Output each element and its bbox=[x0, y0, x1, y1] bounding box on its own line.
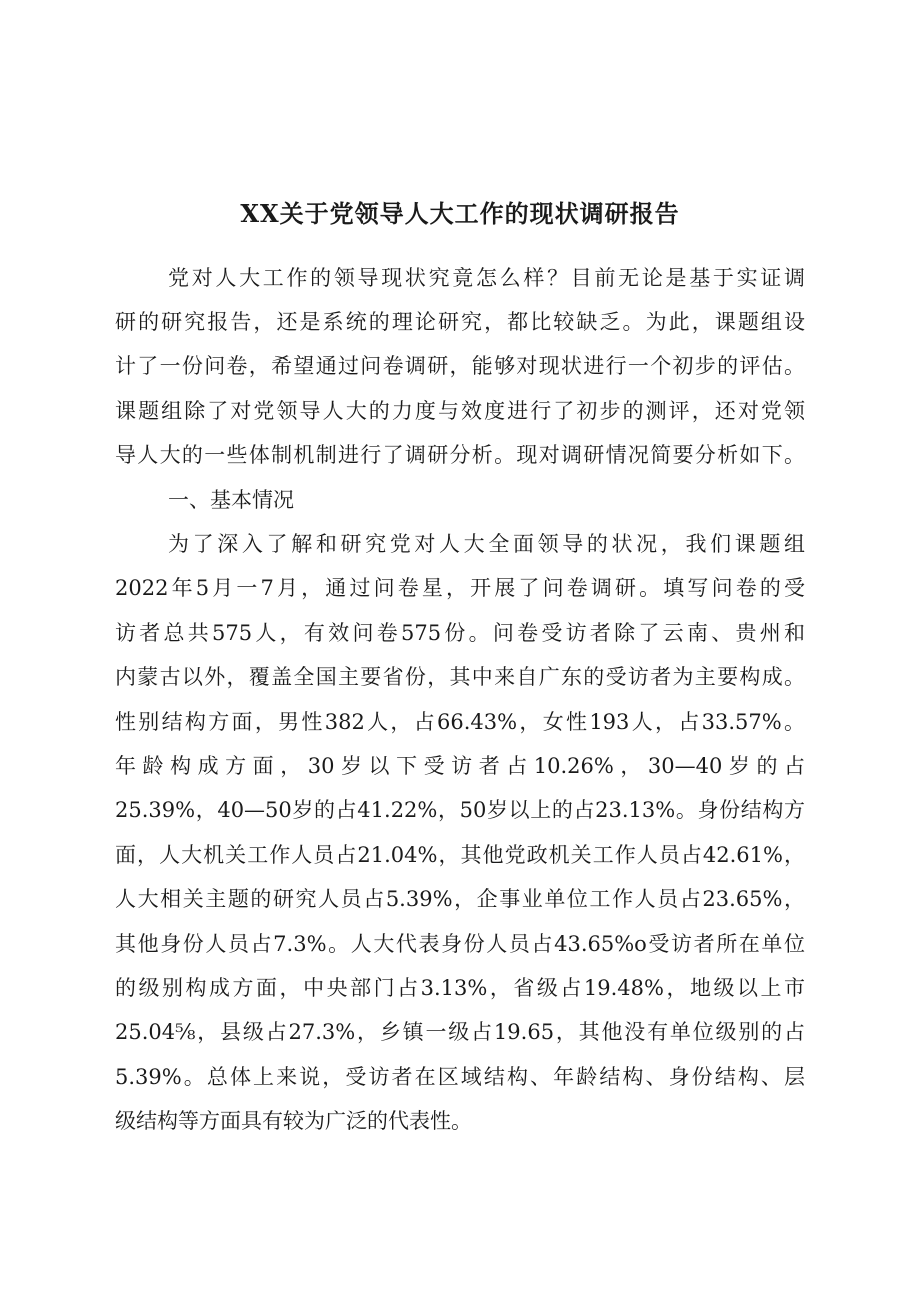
section-heading: 一、基本情况 bbox=[168, 488, 294, 512]
body-line-5: 性别结构方面，男性382人，占66.43%，女性193人，占33.57%。 bbox=[115, 710, 805, 734]
body-line-9: 人大相关主题的研究人员占5.39%，企事业单位工作人员占23.65%， bbox=[115, 887, 805, 911]
intro-line-2: 研的研究报告，还是系统的理论研究，都比较缺乏。为此，课题组设 bbox=[115, 310, 805, 334]
body-line-7: 25.39%，40—50岁的占41.22%，50岁以上的占23.13%。身份结构方 bbox=[115, 798, 805, 822]
intro-line-1: 党对人大工作的领导现状究竟怎么样？目前无论是基于实证调 bbox=[168, 266, 805, 290]
body-line-8: 面，人大机关工作人员占21.04%，其他党政机关工作人员占42.61%， bbox=[115, 843, 805, 867]
intro-line-5: 导人大的一些体制机制进行了调研分析。现对调研情况简要分析如下。 bbox=[115, 443, 805, 467]
body-line-14: 级结构等方面具有较为广泛的代表性。 bbox=[115, 1109, 472, 1133]
body-line-12: 25.04⅝，县级占27.3%，乡镇一级占19.65，其他没有单位级别的占 bbox=[115, 1020, 805, 1044]
body-line-1: 为了深入了解和研究党对人大全面领导的状况，我们课题组 bbox=[168, 532, 805, 556]
body-line-10: 其他身份人员占7.3%。人大代表身份人员占43.65%o受访者所在单位 bbox=[115, 932, 805, 956]
intro-line-3: 计了一份问卷，希望通过问卷调研，能够对现状进行一个初步的评估。 bbox=[115, 354, 805, 378]
intro-line-4: 课题组除了对党领导人大的力度与效度进行了初步的测评，还对党领 bbox=[115, 399, 805, 423]
body-line-3: 访者总共575人，有效问卷575份。问卷受访者除了云南、贵州和 bbox=[115, 621, 805, 645]
body-line-6: 年龄构成方面，30岁以下受访者占10.26%，30—40岁的占 bbox=[115, 754, 805, 778]
body-line-13: 5.39%。总体上来说，受访者在区域结构、年龄结构、身份结构、层 bbox=[115, 1065, 805, 1089]
body-line-11: 的级别构成方面，中央部门占3.13%，省级占19.48%，地级以上市 bbox=[115, 976, 805, 1000]
body-line-2: 2022年5月一7月，通过问卷星，开展了问卷调研。填写问卷的受 bbox=[115, 576, 805, 600]
body-line-4: 内蒙古以外，覆盖全国主要省份，其中来自广东的受访者为主要构成。 bbox=[115, 665, 805, 689]
document-title: XX关于党领导人大工作的现状调研报告 bbox=[240, 199, 680, 228]
